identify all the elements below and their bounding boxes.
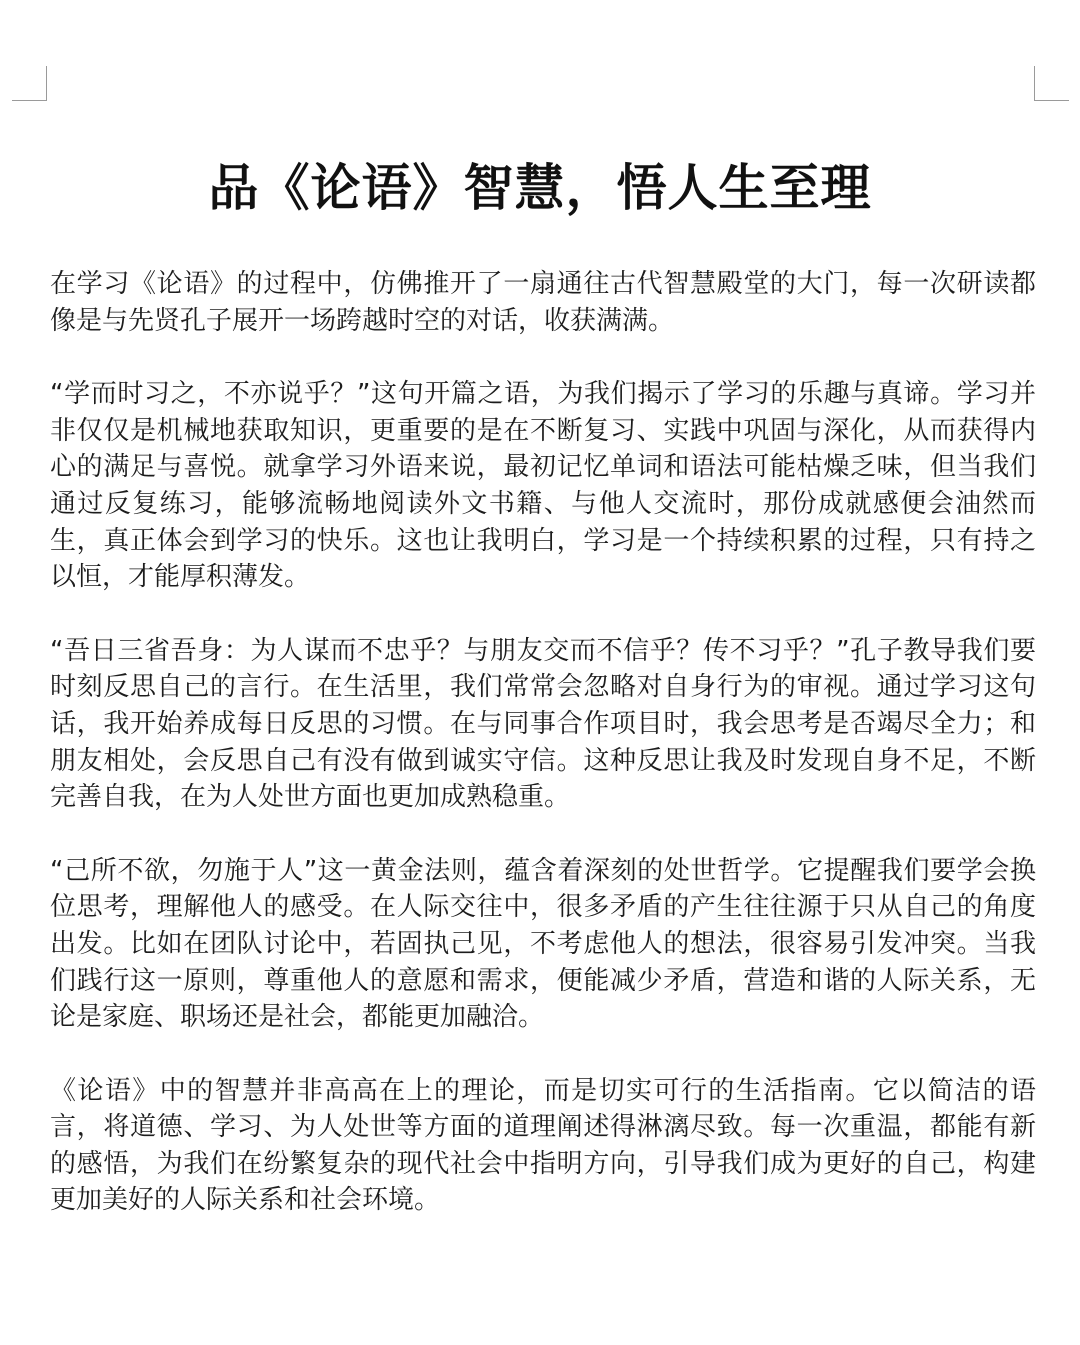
paragraph-conclusion: 《论语》中的智慧并非高高在上的理论，而是切实可行的生活指南。它以简洁的语言，将道德、学习、为人处世等方面的道理阐述得淋漓尽致。每一次重温，都能有新的感悟，为我们在纷繁复杂的现代社会中指明方向，引导我们成为更好的自己，构建更加美好的人际关系和社会环境。 [50, 1075, 1036, 1216]
paragraph-golden-rule: “己所不欲，勿施于人”这一黄金法则，蕴含着深刻的处世哲学。它提醒我们要学会换位思考，理解他人的感受。在人际交往中，很多矛盾的产生往往源于只从自己的角度出发。比如在团队讨论中，若固执己见，不考虑他人的想法，很容易引发冲突。当我们践行这一原则，尊重他人的意愿和需求，便能减少矛盾，营造和谐的人际关系，无论是家庭、职场还是社会，都能更加融洽。 [50, 855, 1036, 1033]
document-body [50, 266, 1036, 1256]
paragraph-reflection: “吾日三省吾身：为人谋而不忠乎？与朋友交而不信乎？传不习乎？”孔子教导我们要时刻反思自己的言行。在生活里，我们常常会忽略对自身行为的审视。通过学习这句话，我开始养成每日反思的习惯。在与同事合作项目时，我会思考是否竭尽全力；和朋友相处，会反思自己有没有做到诚实守信。这种反思让我及时发现自身不足，不断完善自我，在为人处世方面也更加成熟稳重。 [50, 635, 1036, 813]
top-right-margin-mark [1034, 66, 1069, 101]
paragraph-intro: 在学习《论语》的过程中，仿佛推开了一扇通往古代智慧殿堂的大门，每一次研读都像是与先贤孔子展开一场跨越时空的对话，收获满满。 [50, 269, 1036, 336]
document-title: 品《论语》智慧，悟人生至理 [208, 159, 872, 217]
paragraph-learning: “学而时习之，不亦说乎？”这句开篇之语，为我们揭示了学习的乐趣与真谛。学习并非仅仅是机械地获取知识，更重要的是在不断复习、实践中巩固与深化，从而获得内心的满足与喜悦。就拿学习外语来说，最初记忆单词和语法可能枯燥乏味，但当我们通过反复练习，能够流畅地阅读外文书籍、与他人交流时，那份成就感便会油然而生，真正体会到学习的快乐。这也让我明白，学习是一个持续积累的过程，只有持之以恒，才能厚积薄发。 [50, 379, 1036, 593]
top-left-margin-mark [12, 66, 47, 101]
